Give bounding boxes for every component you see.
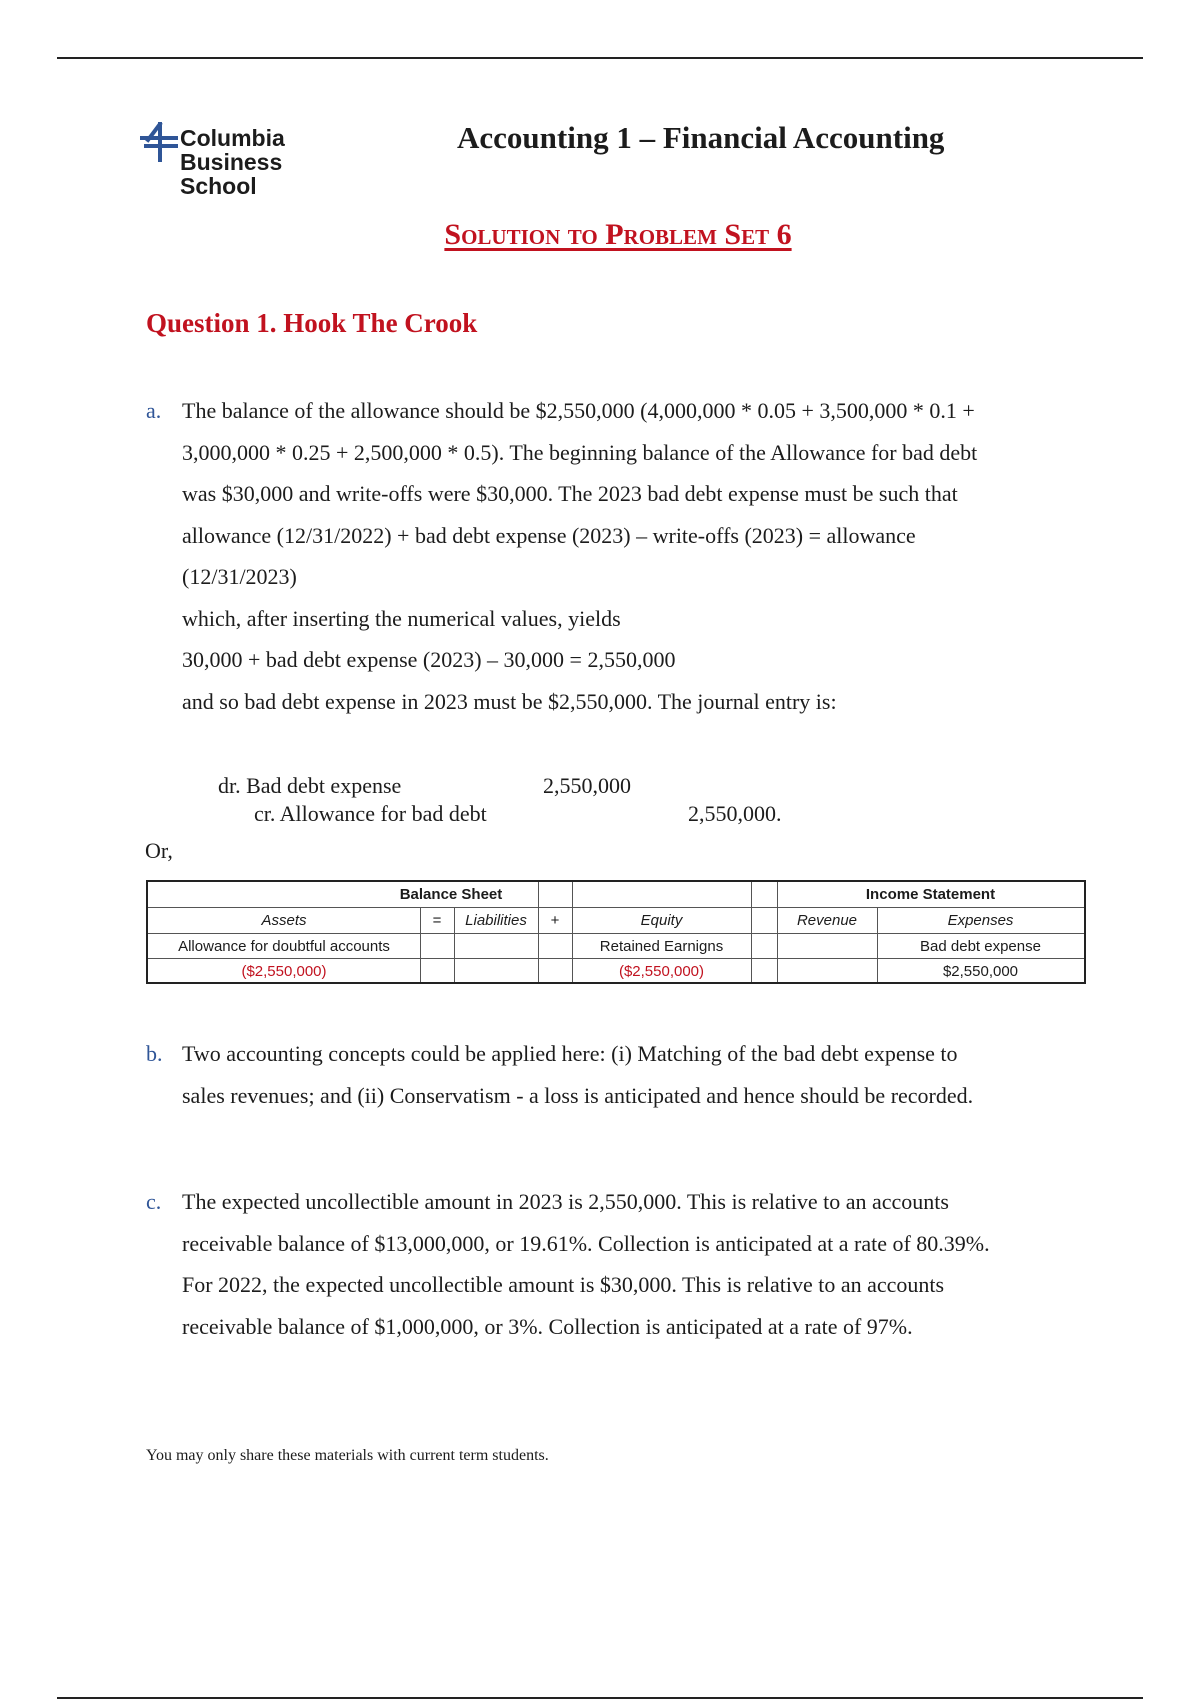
journal-debit-label: dr. Bad debt expense bbox=[218, 773, 402, 798]
logo-line-3: School bbox=[180, 173, 257, 199]
revenue-header: Revenue bbox=[796, 912, 858, 929]
equity-header: Equity bbox=[640, 912, 683, 929]
table-row bbox=[148, 908, 1084, 933]
crown-logo-icon bbox=[140, 122, 178, 162]
columbia-business-school-logo bbox=[140, 122, 340, 202]
part-a-line: which, after inserting the numerical values, yields bbox=[182, 605, 621, 631]
part-c-line: receivable balance of $13,000,000, or 19.61%. Collection is anticipated at a rate of 80.39%. bbox=[182, 1230, 990, 1256]
part-a-line: (12/31/2023) bbox=[182, 564, 297, 589]
expenses-account-label: Bad debt expense bbox=[920, 938, 1041, 955]
part-a-line: 30,000 + bad debt expense (2023) – 30,000 = 2,550,000 bbox=[182, 647, 676, 672]
part-c-marker: c. bbox=[146, 1189, 162, 1214]
part-c-line: receivable balance of $1,000,000, or 3%. Collection is anticipated at a rate of 97%. bbox=[182, 1313, 913, 1339]
journal-debit-amount: 2,550,000 bbox=[543, 773, 631, 798]
liabilities-header: Liabilities bbox=[465, 912, 527, 929]
logo-line-1: Columbia bbox=[180, 125, 285, 151]
expenses-amount: $2,550,000 bbox=[942, 963, 1019, 980]
bottom-rule bbox=[57, 1697, 1143, 1699]
part-a-line: was $30,000 and write-offs were $30,000. The 2023 bad debt expense must be such that bbox=[182, 481, 958, 506]
problem-set-title: Solution to Problem Set 6 bbox=[444, 218, 792, 251]
part-a-marker: a. bbox=[146, 398, 162, 423]
assets-account-label: Allowance for doubtful accounts bbox=[178, 938, 390, 955]
expenses-header: Expenses bbox=[947, 912, 1014, 929]
part-c-paragraph bbox=[146, 1181, 1082, 1347]
part-b-paragraph bbox=[146, 1033, 1082, 1116]
journal-credit-amount: 2,550,000. bbox=[688, 801, 782, 826]
footer-notice: You may only share these materials with current term students. bbox=[146, 1447, 549, 1464]
part-b-line: Two accounting concepts could be applied here: (i) Matching of the bad debt expense to bbox=[182, 1041, 958, 1066]
part-a-paragraph bbox=[146, 390, 1082, 722]
assets-header: Assets bbox=[261, 912, 307, 929]
journal-credit-label: cr. Allowance for bad debt bbox=[254, 801, 487, 826]
equals-sign: = bbox=[432, 912, 442, 929]
logo-line-2: Business bbox=[180, 149, 283, 175]
table-row bbox=[148, 934, 1084, 959]
top-rule bbox=[57, 57, 1143, 59]
part-b-line: sales revenues; and (ii) Conservatism - a loss is anticipated and hence should be recorded. bbox=[182, 1082, 974, 1108]
part-a-line: The balance of the allowance should be $2,550,000 (4,000,000 * 0.05 + 3,500,000 * 0.1 + bbox=[182, 398, 975, 423]
part-a-line: 3,000,000 * 0.25 + 2,500,000 * 0.5). The beginning balance of the Allowance for bad debt bbox=[182, 439, 978, 465]
income-statement-header: Income Statement bbox=[865, 886, 996, 903]
part-c-line: The expected uncollectible amount in 2023 is 2,550,000. This is relative to an accounts bbox=[182, 1189, 949, 1214]
table-row bbox=[148, 959, 1084, 984]
course-title: Accounting 1 – Financial Accounting bbox=[457, 120, 945, 155]
table-row bbox=[148, 882, 1084, 907]
equity-account-label: Retained Earnigns bbox=[599, 938, 724, 955]
plus-sign: + bbox=[550, 912, 560, 929]
or-label: Or, bbox=[145, 838, 173, 863]
part-b-marker: b. bbox=[146, 1041, 163, 1066]
balance-sheet-header: Balance Sheet bbox=[399, 886, 503, 903]
part-c-line: For 2022, the expected uncollectible amount is $30,000. This is relative to an accounts bbox=[182, 1272, 945, 1297]
part-a-line: and so bad debt expense in 2023 must be $2,550,000. The journal entry is: bbox=[182, 688, 837, 714]
equity-amount: ($2,550,000) bbox=[618, 963, 705, 980]
accounting-equation-table bbox=[146, 880, 1086, 984]
part-a-line: allowance (12/31/2022) + bad debt expense (2023) – write-offs (2023) = allowance bbox=[182, 522, 916, 548]
question-title: Question 1. Hook The Crook bbox=[146, 308, 478, 338]
assets-amount: ($2,550,000) bbox=[241, 963, 327, 980]
